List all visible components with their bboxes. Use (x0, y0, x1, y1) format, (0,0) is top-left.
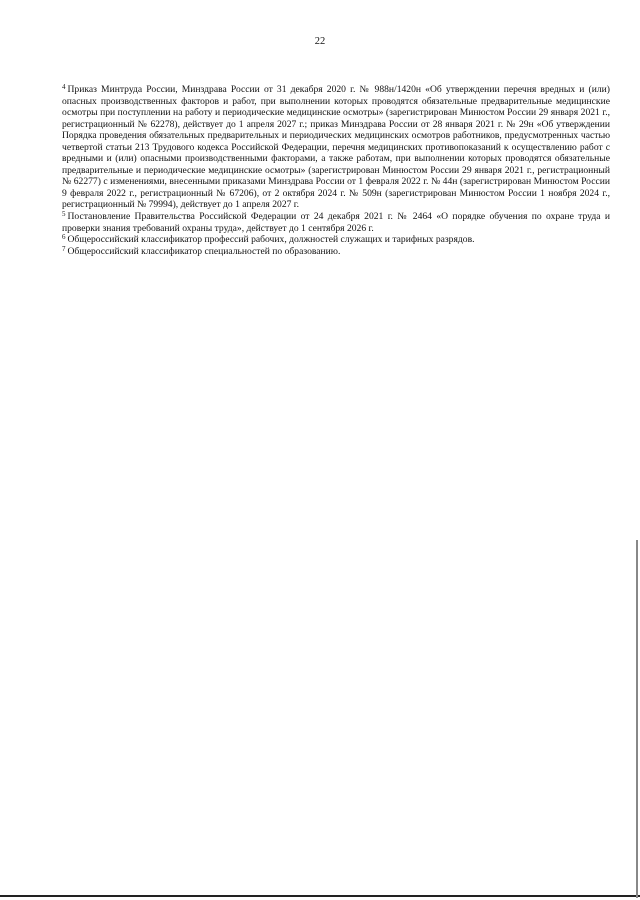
footnote-text: Постановление Правительства Российской Федерации от 24 декабря 2021 г. № 2464 «О порядке обучения по охране труда и проверки знания требований охраны труда», действует до 1 сентября 2026 г. (62, 211, 610, 234)
footnote-4 (62, 84, 610, 211)
scan-edge-bottom (0, 895, 640, 897)
footnote-text: Общероссийский классификатор специальностей по образованию. (67, 245, 341, 257)
footnotes-section (62, 84, 610, 257)
footnote-5 (62, 211, 610, 234)
footnote-text: Приказ Минтруда России, Минздрава России от 31 декабря 2020 г. № 988н/1420н «Об утверждении перечня вредных и (или) опасных производственных факторов и работ, при выполнении которых проводятся обязательные предварительные медицинские осмотры при поступлении на работу и периодические медицинские осмотры» (зарегистрирован Минюстом России 29 января 2021 г., регистрационный № 62278), действует до 1 апреля 2027 г.; приказ Минздрава России от 28 января 2021 г. № 29н «Об утверждении Порядка проведения обязательных предварительных и периодических медицинских осмотров работников, предусмотренных частью четвертой статьи 213 Трудового кодекса Российской Федерации, перечня медицинских противопоказаний к осуществлению работ с вредными и (или) опасными производственными факторами, а также работам, при выполнении которых проводятся обязательные предварительные и периодические медицинские осмотры» (зарегистрирован Минюстом России 29 января 2021 г., регистрационный № 62277) с изменениями, внесенными приказами Минздрава России от 1 февраля 2022 г. № 44н (зарегистрирован Минюстом России 9 февраля 2022 г., регистрационный № 67206), от 2 октября 2024 г. № 509н (зарегистрирован Минюстом России 1 ноября 2024 г., регистрационный № 79994), действует до 1 апреля 2027 г. (62, 84, 610, 211)
footnote-marker: 6 (62, 233, 66, 242)
footnote-text: Общероссийский классификатор профессий рабочих, должностей служащих и тарифных разрядов. (67, 234, 475, 246)
footnote-marker: 5 (62, 210, 66, 219)
footnote-7 (62, 246, 610, 258)
footnote-marker: 4 (62, 83, 66, 91)
footnote-marker: 7 (62, 244, 66, 253)
footnote-6 (62, 234, 610, 246)
page-number: 22 (314, 36, 326, 47)
scan-edge-right (636, 540, 638, 898)
